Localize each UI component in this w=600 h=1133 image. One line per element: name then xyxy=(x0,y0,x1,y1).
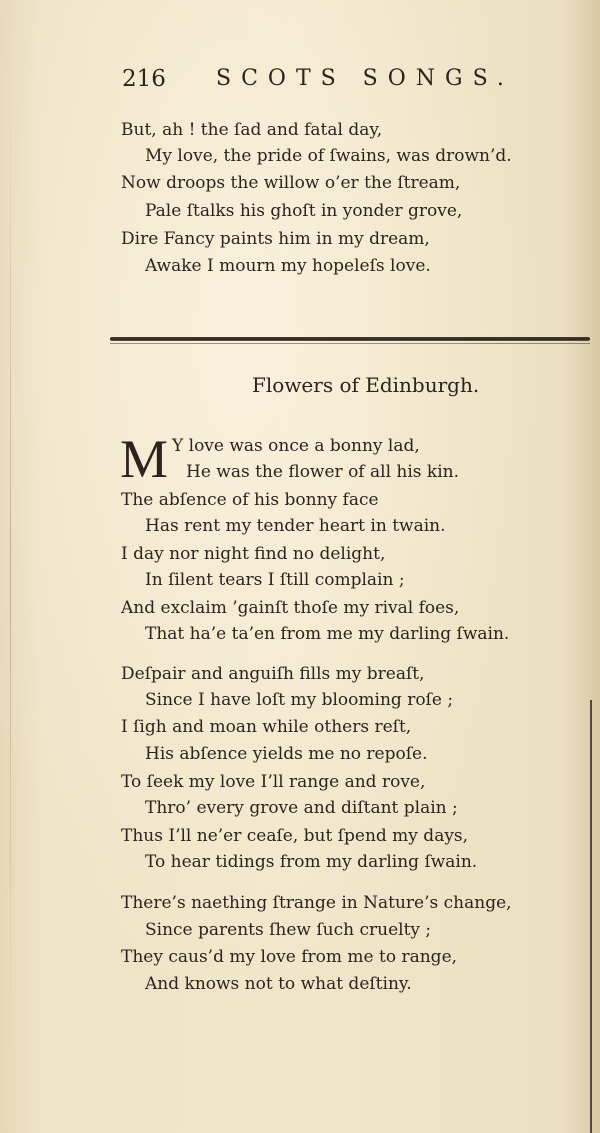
page-number: 216 xyxy=(122,66,166,92)
verse-line: Y love was once a bonny lad, xyxy=(172,436,420,456)
verse-line: That ha’e ta’en from me my darling ſwain. xyxy=(145,624,510,644)
verse-line: Deſpair and anguiſh fills my breaſt, xyxy=(121,664,425,684)
section-rule-hairline xyxy=(110,343,590,344)
section-rule xyxy=(110,337,590,341)
verse-line: Awake I mourn my hopeleſs love. xyxy=(145,256,431,276)
verse-line: To ſeek my love I’ll range and rove, xyxy=(121,772,426,792)
verse-line: Now droops the willow o’er the ſtream, xyxy=(121,173,461,193)
running-header xyxy=(122,66,562,100)
verse-line: Has rent my tender heart in twain. xyxy=(145,516,446,536)
verse-line: Since I have loſt my blooming roſe ; xyxy=(145,690,454,710)
page-edge xyxy=(590,700,592,1133)
verse-line: Pale ſtalks his ghoſt in yonder grove, xyxy=(145,201,463,221)
verse-line: They caus’d my love from me to range, xyxy=(121,947,458,967)
verse-line: I day nor night find no delight, xyxy=(121,544,386,564)
verse-line: And exclaim ’gainſt thoſe my rival foes, xyxy=(121,598,460,618)
verse-line: His abſence yields me no repoſe. xyxy=(145,744,428,764)
verse-line: In ſilent tears I ſtill complain ; xyxy=(145,570,405,590)
verse-line: My love, the pride of ſwains, was drown’d. xyxy=(145,146,512,166)
verse-line: Thus I’ll ne’er ceaſe, but ſpend my days, xyxy=(121,826,469,846)
running-title: SCOTS SONGS. xyxy=(216,66,514,91)
verse-line: To hear tidings from my darling ſwain. xyxy=(145,852,478,872)
verse-line: Since parents ſhew ſuch cruelty ; xyxy=(145,920,432,940)
song-title: Flowers of Edinburgh. xyxy=(252,373,480,397)
drop-cap: M xyxy=(120,429,169,489)
verse-line: He was the flower of all his kin. xyxy=(186,462,460,482)
verse-line: There’s naething ſtrange in Nature’s change, xyxy=(121,893,512,913)
verse-line: I ſigh and moan while others reſt, xyxy=(121,717,412,737)
verse-line: Dire Fancy paints him in my dream, xyxy=(121,229,430,249)
verse-line: The abſence of his bonny face xyxy=(121,490,379,510)
verse-line: Thro’ every grove and diſtant plain ; xyxy=(145,798,458,818)
verse-line: But, ah ! the ſad and fatal day, xyxy=(121,120,383,140)
gutter-shadow xyxy=(10,60,11,1060)
verse-line: And knows not to what deſtiny. xyxy=(145,974,412,994)
